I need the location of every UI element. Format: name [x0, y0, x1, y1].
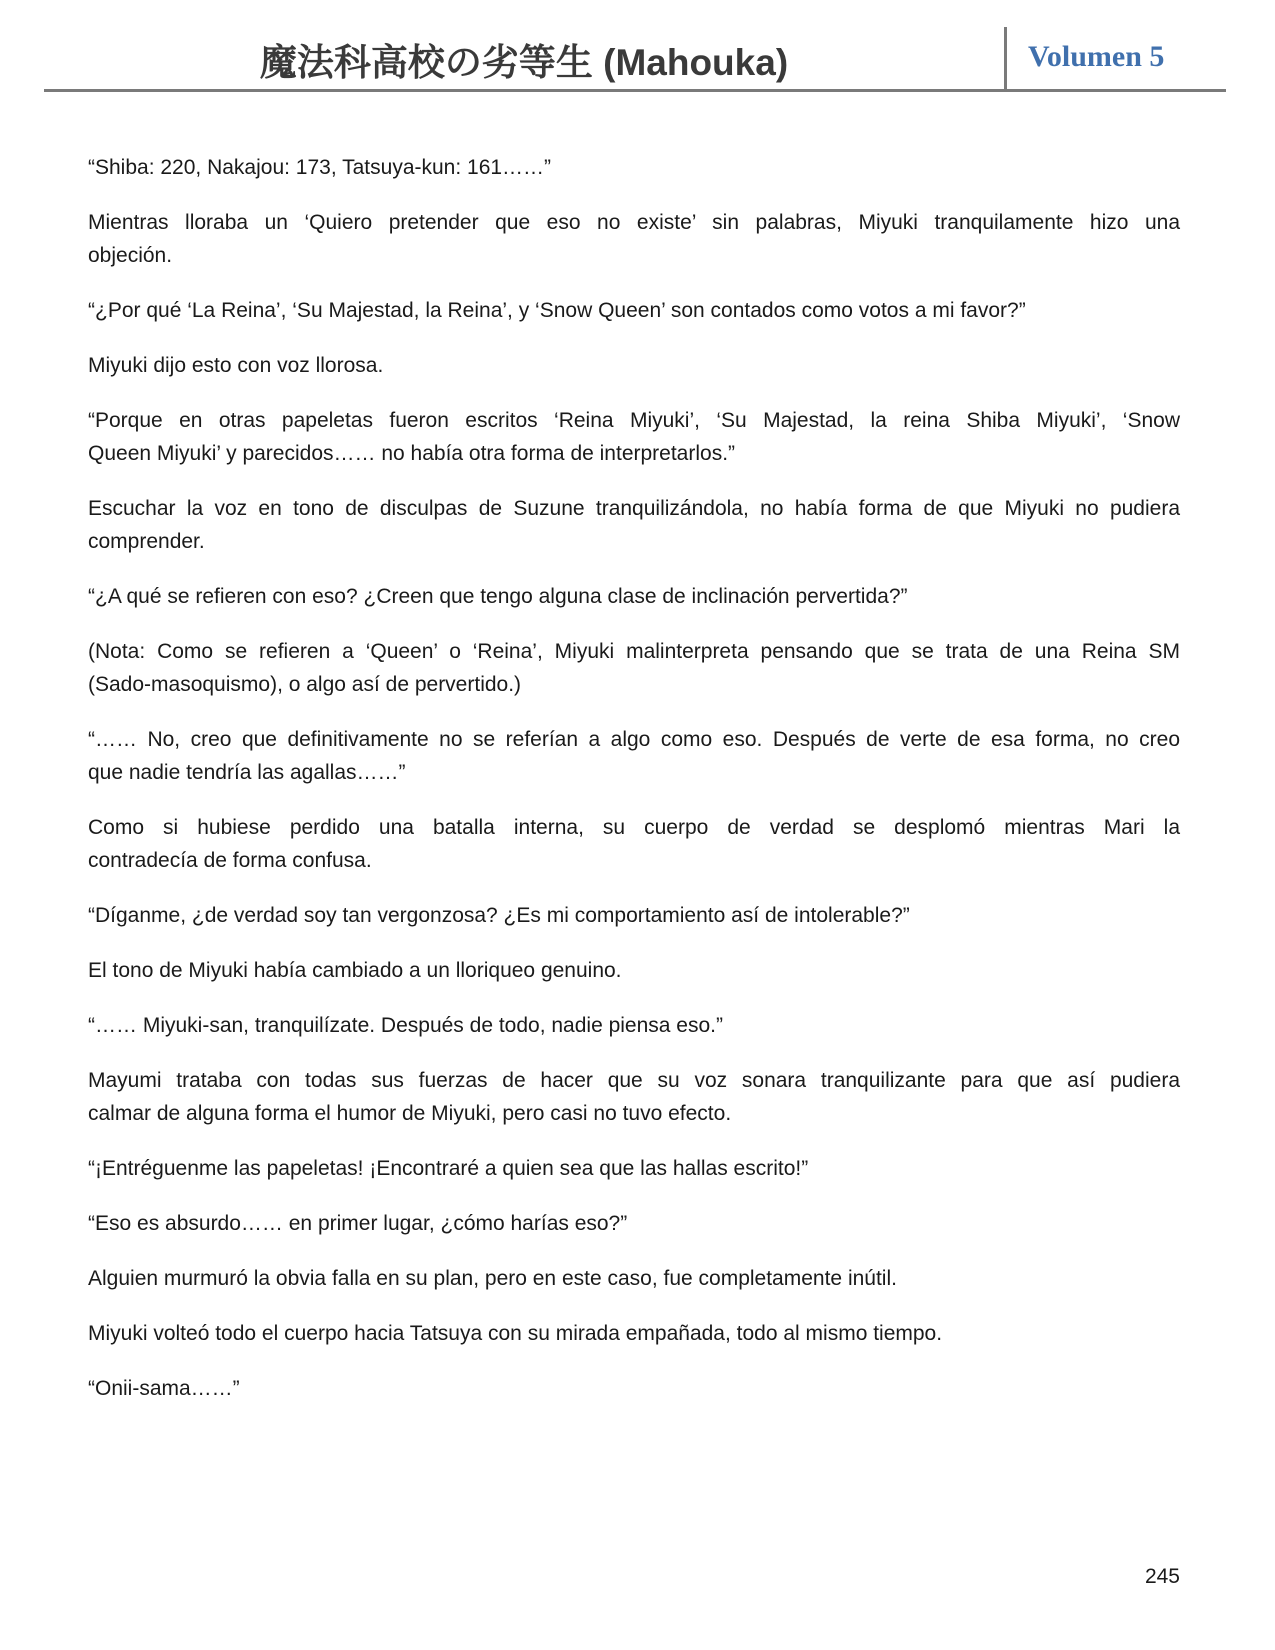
page-header: [44, 0, 1226, 92]
paragraph: [88, 1207, 1180, 1240]
paragraph-line: Mayumi trataba con todas sus fuerzas de hacer que su voz sonara tranquilizante para que así pudiera: [88, 1069, 1180, 1092]
paragraph-line: Como si hubiese perdido una batalla interna, su cuerpo de verdad se desplomó mientras Mari la: [88, 816, 1180, 839]
paragraph: [88, 723, 1180, 789]
paragraph: [88, 635, 1180, 701]
paragraph-line: “…… No, creo que definitivamente no se referían a algo como eso. Después de verte de esa forma, no creo: [88, 728, 1180, 751]
paragraph: [88, 1152, 1180, 1185]
body-paragraphs: [88, 151, 1180, 1427]
paragraph-line: “¡Entréguenme las papeletas! ¡Encontraré a quien sea que las hallas escrito!”: [88, 1157, 809, 1180]
paragraph-line: Miyuki dijo esto con voz llorosa.: [88, 354, 384, 377]
paragraph: [88, 954, 1180, 987]
paragraph-line: calmar de alguna forma el humor de Miyuki, pero casi no tuvo efecto.: [88, 1102, 732, 1125]
paragraph-line: que nadie tendría las agallas……”: [88, 761, 406, 784]
paragraph-line: Miyuki volteó todo el cuerpo hacia Tatsuya con su mirada empañada, todo al mismo tiempo.: [88, 1322, 943, 1345]
paragraph-line: contradecía de forma confusa.: [88, 849, 372, 872]
header-divider: [1004, 27, 1007, 89]
paragraph: [88, 899, 1180, 932]
paragraph-line: comprender.: [88, 530, 205, 553]
paragraph-line: “¿Por qué ‘La Reina’, ‘Su Majestad, la Reina’, y ‘Snow Queen’ son contados como votos a mi favor?”: [88, 299, 1026, 322]
paragraph: [88, 349, 1180, 382]
paragraph: [88, 1064, 1180, 1130]
paragraph-line: (Sado-masoquismo), o algo así de pervertido.): [88, 673, 522, 696]
paragraph-line: “Eso es absurdo…… en primer lugar, ¿cómo harías eso?”: [88, 1212, 628, 1235]
paragraph-line: “Shiba: 220, Nakajou: 173, Tatsuya-kun: 161……”: [88, 156, 552, 179]
paragraph-line: (Nota: Como se refieren a ‘Queen’ o ‘Reina’, Miyuki malinterpreta pensando que se trata de una Reina SM: [88, 640, 1180, 663]
paragraph: [88, 580, 1180, 613]
paragraph: [88, 151, 1180, 184]
paragraph: [88, 492, 1180, 558]
paragraph-line: El tono de Miyuki había cambiado a un lloriqueo genuino.: [88, 959, 622, 982]
page-number: 245: [1144, 1565, 1180, 1588]
paragraph-line: Mientras lloraba un ‘Quiero pretender que eso no existe’ sin palabras, Miyuki tranquilamente hizo una: [88, 211, 1180, 234]
paragraph-line: “Onii-sama……”: [88, 1377, 240, 1400]
paragraph-line: “…… Miyuki-san, tranquilízate. Después de todo, nadie piensa eso.”: [88, 1014, 723, 1037]
paragraph: [88, 1009, 1180, 1042]
document-title: 魔法科高校の劣等生 (Mahouka): [259, 42, 789, 83]
paragraph-line: “¿A qué se refieren con eso? ¿Creen que tengo alguna clase de inclinación pervertida?”: [88, 585, 908, 608]
paragraph: [88, 1262, 1180, 1295]
paragraph: [88, 1372, 1180, 1405]
paragraph-line: Escuchar la voz en tono de disculpas de Suzune tranquilizándola, no había forma de que Miyuki no pudiera: [88, 497, 1180, 520]
paragraph-line: Alguien murmuró la obvia falla en su plan, pero en este caso, fue completamente inútil.: [88, 1267, 897, 1290]
paragraph: [88, 404, 1180, 470]
paragraph-line: “Díganme, ¿de verdad soy tan vergonzosa? ¿Es mi comportamiento así de intolerable?”: [88, 904, 910, 927]
paragraph: [88, 206, 1180, 272]
paragraph: [88, 1317, 1180, 1350]
paragraph: [88, 294, 1180, 327]
volume-label: Volumen 5: [1028, 40, 1165, 73]
paragraph-line: Queen Miyuki’ y parecidos…… no había otra forma de interpretarlos.”: [88, 442, 736, 465]
paragraph-line: “Porque en otras papeletas fueron escritos ‘Reina Miyuki’, ‘Su Majestad, la reina Shiba Miyuki’, ‘Snow: [88, 409, 1180, 432]
paragraph-line: objeción.: [88, 244, 173, 267]
paragraph: [88, 811, 1180, 877]
